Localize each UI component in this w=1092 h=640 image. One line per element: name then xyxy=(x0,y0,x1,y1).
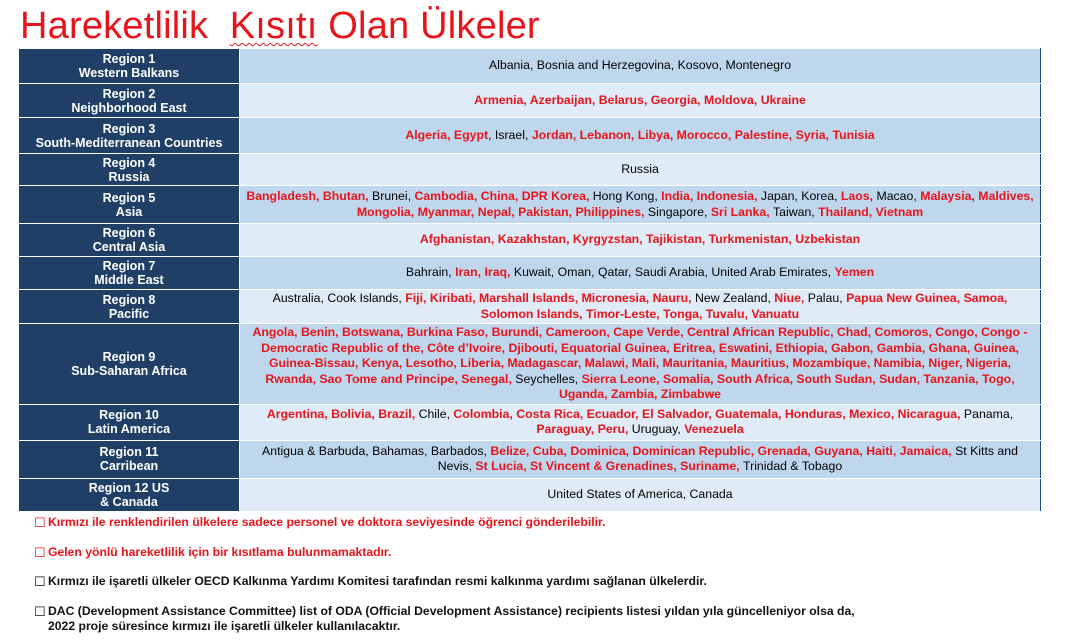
checkbox-icon: ☐ xyxy=(34,604,46,619)
region-countries-cell xyxy=(240,404,1041,440)
unrestricted-countries-text: Antigua & Barbuda, Bahamas, Barbados, xyxy=(262,443,491,458)
note-staff-phd-only xyxy=(34,515,605,530)
unrestricted-countries-text: Russia xyxy=(621,161,659,176)
region-row xyxy=(19,49,1041,84)
region-name: Russia xyxy=(108,169,150,184)
unrestricted-countries-text: Brunei, xyxy=(372,189,415,203)
region-number: Region 5 xyxy=(102,190,156,205)
region-row xyxy=(19,84,1041,118)
restricted-countries-text: Algeria, Egypt xyxy=(405,127,489,142)
restricted-countries-text: St Lucia, St Vincent & Grenadines, Suriname, xyxy=(475,459,744,473)
region-number: Region 12 US xyxy=(88,480,170,495)
note-text: Kırmızı ile renklendirilen ülkelere sadece personel ve doktora seviyesinde öğrenci gönderilebilir. xyxy=(48,515,606,529)
region-row xyxy=(19,186,1041,224)
region-row xyxy=(19,290,1041,324)
region-number: Region 1 xyxy=(102,52,156,66)
note-text xyxy=(48,604,855,634)
restricted-countries-text: Malaysia, Maldives, Mongolia, Myanmar, Nepal, Pakistan, Philippines, xyxy=(356,189,1034,219)
region-row xyxy=(19,154,1041,186)
region-countries-cell xyxy=(240,118,1041,154)
region-header-cell xyxy=(19,186,240,224)
region-header-cell xyxy=(19,154,240,186)
restricted-countries-text: Bangladesh, Bhutan, xyxy=(246,189,373,203)
region-name: Neighborhood East xyxy=(71,100,187,115)
region-number: Region 7 xyxy=(102,259,156,273)
restricted-countries-text: Afghanistan, Kazakhstan, Kyrgyzstan, Tajikistan, Turkmenistan, Uzbekistan xyxy=(419,232,861,247)
region-number: Region 3 xyxy=(102,121,156,136)
restricted-countries-text: Belize, Cuba, Dominica, Dominican Republic, Grenada, Guyana, Haiti, Jamaica, xyxy=(490,443,956,458)
region-countries-cell xyxy=(240,154,1041,186)
restricted-countries-text: Iran, Iraq, xyxy=(455,265,514,280)
region-header-cell xyxy=(19,84,240,118)
unrestricted-countries-text: Singapore, xyxy=(647,204,711,219)
title-word-3: Olan Ülkeler xyxy=(328,5,540,47)
unrestricted-countries-text: Trinidad & Tobago xyxy=(743,459,843,473)
note-oecd-dac xyxy=(34,574,707,589)
region-name: Latin America xyxy=(87,422,171,436)
restricted-countries-text: Colombia, Costa Rica, Ecuador, El Salvador, Guatemala, Honduras, Mexico, Nicaragua, xyxy=(453,406,964,421)
unrestricted-countries-text: Australia, Cook Islands, xyxy=(272,291,406,305)
page-title xyxy=(20,4,540,48)
unrestricted-countries-text: , Israel, xyxy=(488,127,532,142)
unrestricted-countries-text: Chile, xyxy=(418,406,454,421)
unrestricted-countries-text: Uruguay, xyxy=(631,422,685,436)
region-name: Western Balkans xyxy=(78,66,180,80)
region-name: Sub-Saharan Africa xyxy=(71,363,187,378)
checkbox-icon: ☐ xyxy=(34,574,46,589)
region-name: South-Mediterranean Countries xyxy=(35,135,223,150)
restricted-countries-text: Paraguay, Peru, xyxy=(536,422,632,436)
region-number: Region 10 xyxy=(99,408,159,422)
region-header-cell xyxy=(19,404,240,440)
region-countries-cell xyxy=(240,224,1041,257)
region-row xyxy=(19,224,1041,257)
region-name: Carribean xyxy=(99,459,159,473)
region-number: Region 9 xyxy=(102,349,156,364)
region-countries-cell xyxy=(240,478,1041,511)
restricted-countries-text: Fiji, Kiribati, Marshall Islands, Micronesia, Nauru, xyxy=(405,291,695,305)
restricted-countries-text: Angola, Benin, Botswana, Burkina Faso, Burundi, Cameroon, Cape Verde, Central African Republic, Chad, Comoros, Congo, Congo - Democratic Republic of the, Côte d’Ivoire, Djibouti, Equatorial Guinea, Eritrea, Eswatini, Ethiopia, Gabon, Gambia, Ghana, Guinea, Guinea-Bissau, Kenya, Lesotho, Liberia, Madagascar, Malawi, Mali, Mauritania, Mauritius, Mozambique, Namibia, Niger, Nigeria, Rwanda, Sao Tome and Principe, Senegal, xyxy=(252,325,1028,386)
region-header-cell xyxy=(19,224,240,257)
region-countries-cell xyxy=(240,84,1041,118)
region-row xyxy=(19,440,1041,478)
checkbox-icon: ☐ xyxy=(34,515,46,530)
note-text-line-1: DAC (Development Assistance Committee) list of ODA (Official Development Assistance) recipients listesi yıldan yıla güncelleniyor olsa da, xyxy=(48,604,855,618)
unrestricted-countries-text: Palau, xyxy=(807,291,847,305)
region-countries-cell xyxy=(240,290,1041,324)
unrestricted-countries-text: Macao, xyxy=(876,189,921,203)
unrestricted-countries-text: United States of America, Canada xyxy=(547,486,733,501)
restricted-countries-text: Cambodia, China, DPR Korea, xyxy=(414,189,593,203)
title-word-1: Hareketlilik xyxy=(20,5,209,47)
title-word-2: Kısıtı xyxy=(229,5,318,47)
restricted-countries-text: Jordan, Lebanon, Libya, Morocco, Palestine, Syria, Tunisia xyxy=(531,127,875,142)
region-header-cell xyxy=(19,478,240,511)
region-number: Region 2 xyxy=(102,86,156,101)
region-name: Central Asia xyxy=(92,240,166,254)
unrestricted-countries-text: Japan, Korea, xyxy=(760,189,841,203)
unrestricted-countries-text: Taiwan, xyxy=(773,204,819,219)
regions-table xyxy=(18,48,1041,512)
region-header-cell xyxy=(19,257,240,290)
restricted-countries-text: India, Indonesia, xyxy=(661,189,761,203)
region-countries-cell xyxy=(240,49,1041,84)
region-number: Region 4 xyxy=(102,155,156,170)
region-number: Region 8 xyxy=(102,292,156,307)
region-number: Region 11 xyxy=(99,445,159,459)
region-countries-cell xyxy=(240,440,1041,478)
region-name: Middle East xyxy=(94,273,164,287)
restricted-countries-text: Venezuela xyxy=(684,422,744,436)
checkbox-icon: ☐ xyxy=(34,545,46,560)
region-name: Pacific xyxy=(108,306,150,321)
region-header-cell xyxy=(19,440,240,478)
region-header-cell xyxy=(19,118,240,154)
note-text-line-2: 2022 proje süresince kırmızı ile işaretli ülkeler kullanılacaktır. xyxy=(48,619,401,633)
note-text: Kırmızı ile işaretli ülkeler OECD Kalkınma Yardımı Komitesi tarafından resmi kalkınma yardımı sağlanan ülkelerdir. xyxy=(48,574,707,588)
region-countries-cell xyxy=(240,324,1041,405)
unrestricted-countries-text: Kuwait, Oman, Qatar, Saudi Arabia, United Arab Emirates, xyxy=(513,265,835,280)
note-text: Gelen yönlü hareketlilik için bir kısıtlama bulunmamaktadır. xyxy=(48,545,392,559)
restricted-countries-text: Argentina, Bolivia, Brazil, xyxy=(266,406,419,421)
restricted-countries-text: Papua New Guinea, Samoa, Solomon Islands, Timor-Leste, Tonga, Tuvalu, Vanuatu xyxy=(480,291,1008,321)
unrestricted-countries-text: Panama, xyxy=(963,406,1014,421)
region-countries-cell xyxy=(240,186,1041,224)
region-row xyxy=(19,118,1041,154)
restricted-countries-text: Yemen xyxy=(834,265,875,280)
unrestricted-countries-text: Seychelles, xyxy=(515,371,582,386)
region-row xyxy=(19,478,1041,511)
region-name: & Canada xyxy=(100,494,158,509)
restricted-countries-text: Sri Lanka, xyxy=(710,204,774,219)
unrestricted-countries-text: Bahrain, xyxy=(405,265,456,280)
region-row xyxy=(19,404,1041,440)
restricted-countries-text: Niue, xyxy=(774,291,808,305)
restricted-countries-text: Laos, xyxy=(840,189,877,203)
region-header-cell xyxy=(19,324,240,405)
unrestricted-countries-text: Hong Kong, xyxy=(592,189,662,203)
restricted-countries-text: Armenia, Azerbaijan, Belarus, Georgia, Moldova, Ukraine xyxy=(474,92,806,107)
region-header-cell xyxy=(19,290,240,324)
note-incoming-no-restriction xyxy=(34,545,391,560)
region-name: Asia xyxy=(115,204,143,219)
region-number: Region 6 xyxy=(102,226,156,240)
region-row xyxy=(19,324,1041,405)
unrestricted-countries-text: St Kitts and Nevis, xyxy=(437,443,1018,473)
region-countries-cell xyxy=(240,257,1041,290)
unrestricted-countries-text: Albania, Bosnia and Herzegovina, Kosovo, Montenegro xyxy=(488,58,792,73)
note-dac-list xyxy=(34,604,855,634)
region-row xyxy=(19,257,1041,290)
restricted-countries-text: Sierra Leone, Somalia, South Africa, South Sudan, Sudan, Tanzania, Togo, Uganda, Zambia, Zimbabwe xyxy=(559,371,1015,401)
region-header-cell xyxy=(19,49,240,84)
restricted-countries-text: Thailand, Vietnam xyxy=(818,204,924,219)
unrestricted-countries-text: New Zealand, xyxy=(694,291,775,305)
